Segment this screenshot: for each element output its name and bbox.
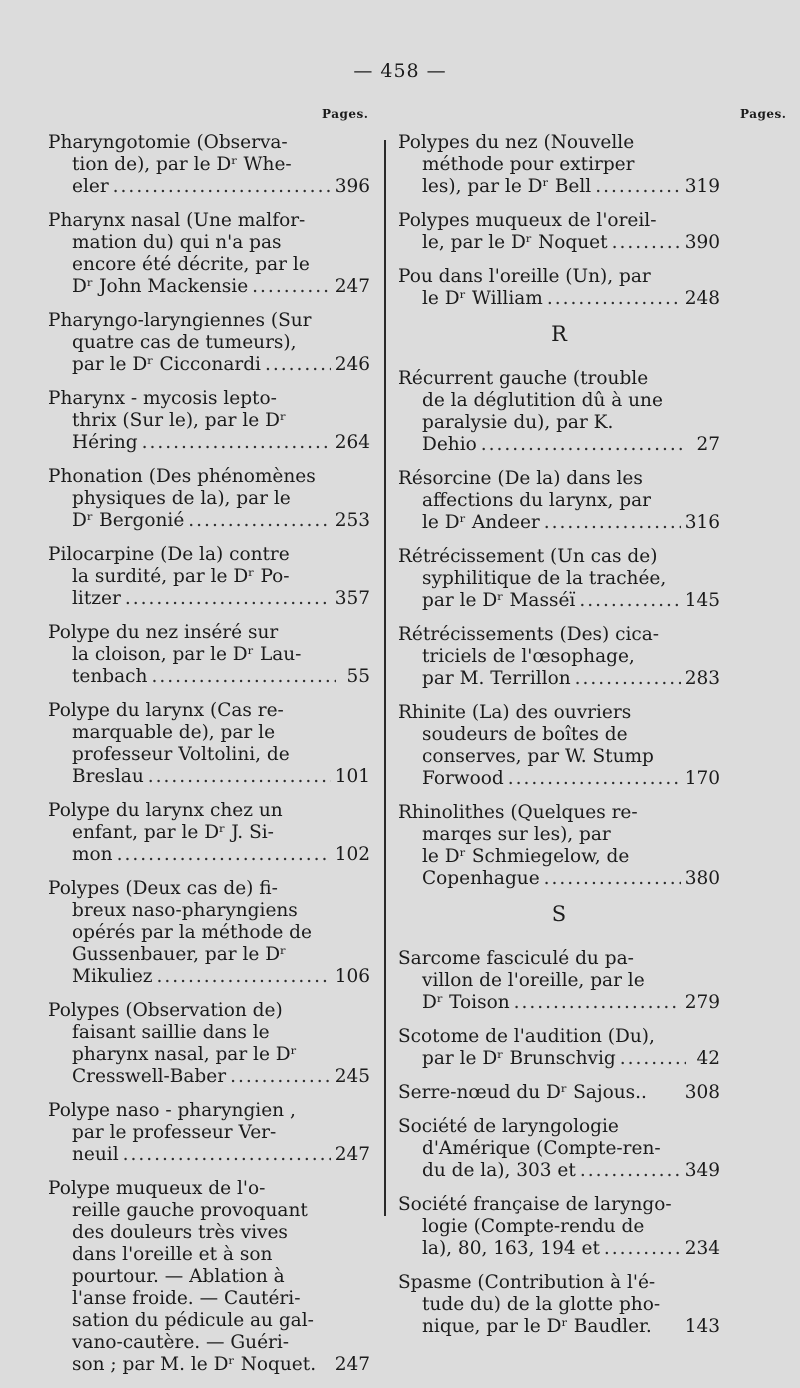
- entry-last-line: [48, 666, 370, 688]
- page-reference: 357: [334, 588, 370, 609]
- entry-text: les), par le Dʳ Bell: [422, 176, 592, 197]
- page-reference: 396: [334, 176, 370, 197]
- entry-line: par le professeur Ver-: [72, 1122, 277, 1143]
- leader-dots: [508, 768, 681, 790]
- page-reference: 106: [334, 966, 370, 987]
- leader-dots: [151, 666, 336, 688]
- entry-line: logie (Compte-rendu de: [422, 1216, 645, 1237]
- page-reference: 390: [684, 232, 720, 253]
- index-entry: [398, 1082, 720, 1104]
- entry-last-line: [48, 354, 370, 376]
- page-reference: 247: [334, 276, 370, 297]
- index-entry: [48, 132, 370, 198]
- leader-dots: [157, 966, 331, 988]
- index-entry: [398, 210, 720, 254]
- leader-dots: [604, 1238, 681, 1260]
- entry-line: Résorcine (De la) dans les: [398, 468, 643, 489]
- entry-text: le Dʳ Andeer: [422, 512, 540, 533]
- leader-dots: [123, 1144, 331, 1166]
- entry-line: Rhinite (La) des ouvriers: [398, 702, 632, 723]
- entry-text: Dʳ Bergonié: [72, 510, 185, 531]
- entry-line: la cloison, par le Dʳ Lau-: [72, 644, 302, 665]
- section-letter: R: [551, 322, 567, 346]
- entry-last-line: [398, 512, 720, 534]
- entry-last-line: [48, 766, 370, 788]
- entry-text: mon: [72, 844, 113, 865]
- entry-line: Polypes muqueux de l'oreil-: [398, 210, 657, 231]
- entry-line: Rétrécissement (Un cas de): [398, 546, 658, 567]
- page-reference: 264: [334, 432, 370, 453]
- entry-last-line: [48, 432, 370, 454]
- entry-line: l'anse froide. — Cautéri-: [72, 1288, 301, 1309]
- entry-last-line: [48, 276, 370, 298]
- entry-line: marqes sur les), par: [422, 824, 611, 845]
- entry-text: Mikuliez: [72, 966, 153, 987]
- entry-line: Sarcome fasciculé du pa-: [398, 948, 634, 969]
- index-entry: [48, 700, 370, 788]
- entry-line: d'Amérique (Compte-ren-: [422, 1138, 661, 1159]
- leader-dots: [620, 1048, 686, 1070]
- index-entry: [48, 1100, 370, 1166]
- entry-last-line: [398, 868, 720, 890]
- page-reference: 245: [334, 1066, 370, 1087]
- entry-line: tion de), par le Dʳ Whe-: [72, 154, 292, 175]
- entry-text: par le Dʳ Cicconardi: [72, 354, 261, 375]
- index-column-left: [48, 132, 370, 1388]
- entry-line: encore été décrite, par le: [72, 254, 310, 275]
- leader-dots: [113, 176, 331, 198]
- entry-text: Serre-nœud du Dʳ Sajous..: [398, 1082, 647, 1103]
- leader-dots: [514, 992, 681, 1014]
- entry-line: Polype naso - pharyngien ,: [48, 1100, 296, 1121]
- leader-dots: [544, 868, 681, 890]
- entry-line: Société de laryngologie: [398, 1116, 619, 1137]
- entry-line: méthode pour extirper: [422, 154, 635, 175]
- entry-last-line: [398, 768, 720, 790]
- entry-last-line: [398, 1048, 720, 1070]
- entry-line: Polypes (Deux cas de) fi-: [48, 878, 278, 899]
- entry-line: pourtour. — Ablation à: [72, 1266, 285, 1287]
- entry-line: des douleurs très vives: [72, 1222, 288, 1243]
- leader-dots: [579, 590, 680, 612]
- entry-line: marquable de), par le: [72, 722, 276, 743]
- leader-dots: [265, 354, 331, 376]
- index-entry: [398, 624, 720, 690]
- entry-text: par le Dʳ Masséï: [422, 590, 576, 611]
- entry-last-line: [398, 992, 720, 1014]
- entry-line: syphilitique de la trachée,: [422, 568, 667, 589]
- entry-text: la), 80, 163, 194 et: [422, 1238, 600, 1259]
- section-letter: S: [551, 902, 567, 926]
- entry-line: opérés par la méthode de: [72, 922, 312, 943]
- index-entry: [48, 310, 370, 376]
- entry-line: dans l'oreille et à son: [72, 1244, 273, 1265]
- page-reference: 170: [684, 768, 720, 789]
- entry-line: Spasme (Contribution à l'é-: [398, 1272, 656, 1293]
- entry-last-line: [48, 966, 370, 988]
- entry-line: le Dʳ Schmiegelow, de: [422, 846, 630, 867]
- entry-line: enfant, par le Dʳ J. Si-: [72, 822, 274, 843]
- entry-last-line: [398, 1316, 720, 1338]
- index-entry: [48, 1000, 370, 1088]
- entry-text: Dehio: [422, 434, 477, 455]
- entry-line: vano-cautère. — Guéri-: [72, 1332, 290, 1353]
- entry-text: Cresswell-Baber: [72, 1066, 227, 1087]
- entry-line: Pharyngo-laryngiennes (Sur: [48, 310, 312, 331]
- entry-line: Scotome de l'audition (Du),: [398, 1026, 655, 1047]
- entry-text: Dʳ Toison: [422, 992, 510, 1013]
- entry-last-line: [398, 434, 720, 456]
- entry-text: tenbach: [72, 666, 148, 687]
- entry-line: mation du) qui n'a pas: [72, 232, 282, 253]
- entry-last-line: [398, 176, 720, 198]
- entry-text: le, par le Dʳ Noquet: [422, 232, 608, 253]
- index-entry: [398, 1194, 720, 1260]
- entry-line: la surdité, par le Dʳ Po-: [72, 566, 290, 587]
- entry-last-line: [48, 176, 370, 198]
- entry-text: son ; par M. le Dʳ Noquet.: [72, 1354, 317, 1375]
- entry-text: Breslau: [72, 766, 144, 787]
- page-reference: 247: [334, 1354, 370, 1375]
- entry-last-line: [398, 232, 720, 254]
- entry-line: conserves, par W. Stump: [422, 746, 654, 767]
- index-entry: [398, 702, 720, 790]
- index-entry: [398, 132, 720, 198]
- entry-line: breux naso-pharyngiens: [72, 900, 298, 921]
- entry-line: tude du) de la glotte pho-: [422, 1294, 661, 1315]
- entry-last-line: [48, 510, 370, 532]
- leader-dots: [547, 288, 681, 310]
- page-reference: 234: [684, 1238, 720, 1259]
- entry-line: sation du pédicule au gal-: [72, 1310, 314, 1331]
- entry-text: par le Dʳ Brunschvig: [422, 1048, 616, 1069]
- entry-line: Polype du larynx (Cas re-: [48, 700, 284, 721]
- index-entry: [48, 210, 370, 298]
- index-entry: [398, 368, 720, 456]
- page-reference: 42: [696, 1048, 720, 1069]
- entry-last-line: [398, 1160, 720, 1182]
- index-entry: [48, 800, 370, 866]
- leader-dots: [230, 1066, 331, 1088]
- leader-dots: [612, 232, 681, 254]
- pages-column-label-right: Pages.: [740, 107, 787, 121]
- page-reference: 308: [684, 1082, 720, 1103]
- entry-line: Gussenbauer, par le Dʳ: [72, 944, 287, 965]
- page-reference: 247: [334, 1144, 370, 1165]
- index-entry: [398, 802, 720, 890]
- entry-line: soudeurs de boîtes de: [422, 724, 628, 745]
- leader-dots: [188, 510, 330, 532]
- index-entry: [48, 388, 370, 454]
- index-entry: [398, 468, 720, 534]
- leader-dots: [125, 588, 331, 610]
- index-entry: [48, 544, 370, 610]
- page-reference: 248: [684, 288, 720, 309]
- page-reference: 319: [684, 176, 720, 197]
- pages-column-label-left: Pages.: [322, 107, 369, 121]
- entry-line: quatre cas de tumeurs),: [72, 332, 297, 353]
- entry-last-line: [48, 1354, 370, 1376]
- entry-line: Polype du nez inséré sur: [48, 622, 279, 643]
- index-entry: [48, 622, 370, 688]
- page-reference: 55: [346, 666, 370, 687]
- page-reference: 145: [684, 590, 720, 611]
- entry-last-line: [398, 668, 720, 690]
- page-reference: 380: [684, 868, 720, 889]
- leader-dots: [142, 432, 331, 454]
- entry-text: Forwood: [422, 768, 504, 789]
- leader-dots: [252, 276, 331, 298]
- entry-line: villon de l'oreille, par le: [422, 970, 645, 991]
- leader-dots: [595, 176, 680, 198]
- entry-line: Pharynx - mycosis lepto-: [48, 388, 277, 409]
- index-entry: [398, 266, 720, 310]
- entry-line: Phonation (Des phénomènes: [48, 466, 316, 487]
- entry-text: par M. Terrillon: [422, 668, 571, 689]
- entry-last-line: [48, 588, 370, 610]
- entry-line: Pharyngotomie (Observa-: [48, 132, 288, 153]
- entry-line: affections du larynx, par: [422, 490, 651, 511]
- leader-dots: [580, 1160, 681, 1182]
- entry-text: eler: [72, 176, 109, 197]
- entry-text: du de la), 303 et: [422, 1160, 576, 1181]
- page-reference: 349: [684, 1160, 720, 1181]
- entry-text: Dʳ John Mackensie: [72, 276, 249, 297]
- entry-line: Pharynx nasal (Une malfor-: [48, 210, 306, 231]
- entry-last-line: [48, 1066, 370, 1088]
- entry-text: le Dʳ William: [422, 288, 543, 309]
- leader-dots: [575, 668, 681, 690]
- page-reference: 316: [684, 512, 720, 533]
- index-entry: [398, 1272, 720, 1338]
- entry-line: Polypes (Observation de): [48, 1000, 283, 1021]
- page-reference: 143: [684, 1316, 720, 1337]
- page-number: — 458 —: [353, 60, 447, 82]
- entry-text: nique, par le Dʳ Baudler.: [422, 1316, 652, 1337]
- leader-dots: [148, 766, 331, 788]
- entry-line: Pou dans l'oreille (Un), par: [398, 266, 651, 287]
- entry-text: Héring: [72, 432, 138, 453]
- page-reference: 102: [334, 844, 370, 865]
- entry-last-line: [398, 1238, 720, 1260]
- entry-text: Copenhague: [422, 868, 540, 889]
- page-reference: 253: [334, 510, 370, 531]
- entry-text: neuil: [72, 1144, 119, 1165]
- entry-line: paralysie du), par K.: [422, 412, 614, 433]
- entry-last-line: [48, 844, 370, 866]
- entry-line: de la déglutition dû à une: [422, 390, 663, 411]
- entry-line: Rétrécissements (Des) cica-: [398, 624, 660, 645]
- entry-line: Polype du larynx chez un: [48, 800, 283, 821]
- entry-line: triciels de l'œsophage,: [422, 646, 635, 667]
- leader-dots: [544, 512, 681, 534]
- column-divider: [384, 140, 386, 1216]
- entry-line: Polype muqueux de l'o-: [48, 1178, 266, 1199]
- entry-line: Société française de laryngo-: [398, 1194, 672, 1215]
- page-reference: 27: [696, 434, 720, 455]
- index-entry: [398, 1026, 720, 1070]
- entry-line: Récurrent gauche (trouble: [398, 368, 649, 389]
- index-entry: [398, 948, 720, 1014]
- entry-line: reille gauche provoquant: [72, 1200, 308, 1221]
- entry-last-line: [398, 1082, 720, 1104]
- entry-line: Pilocarpine (De la) contre: [48, 544, 290, 565]
- entry-line: pharynx nasal, par le Dʳ: [72, 1044, 298, 1065]
- entry-line: physiques de la), par le: [72, 488, 291, 509]
- entry-line: professeur Voltolini, de: [72, 744, 290, 765]
- index-entry: [398, 1116, 720, 1182]
- entry-line: thrix (Sur le), par le Dʳ: [72, 410, 287, 431]
- index-entry: [48, 466, 370, 532]
- entry-line: Polypes du nez (Nouvelle: [398, 132, 635, 153]
- index-entry: [398, 546, 720, 612]
- entry-line: faisant saillie dans le: [72, 1022, 270, 1043]
- entry-line: Rhinolithes (Quelques re-: [398, 802, 638, 823]
- page-reference: 246: [334, 354, 370, 375]
- index-entry: [48, 1178, 370, 1376]
- page-reference: 101: [334, 766, 370, 787]
- entry-text: litzer: [72, 588, 121, 609]
- entry-last-line: [398, 590, 720, 612]
- entry-last-line: [398, 288, 720, 310]
- page-reference: 279: [684, 992, 720, 1013]
- index-column-right: [398, 132, 720, 1350]
- leader-dots: [117, 844, 331, 866]
- index-entry: [48, 878, 370, 988]
- leader-dots: [481, 434, 686, 456]
- page-reference: 283: [684, 668, 720, 689]
- entry-last-line: [48, 1144, 370, 1166]
